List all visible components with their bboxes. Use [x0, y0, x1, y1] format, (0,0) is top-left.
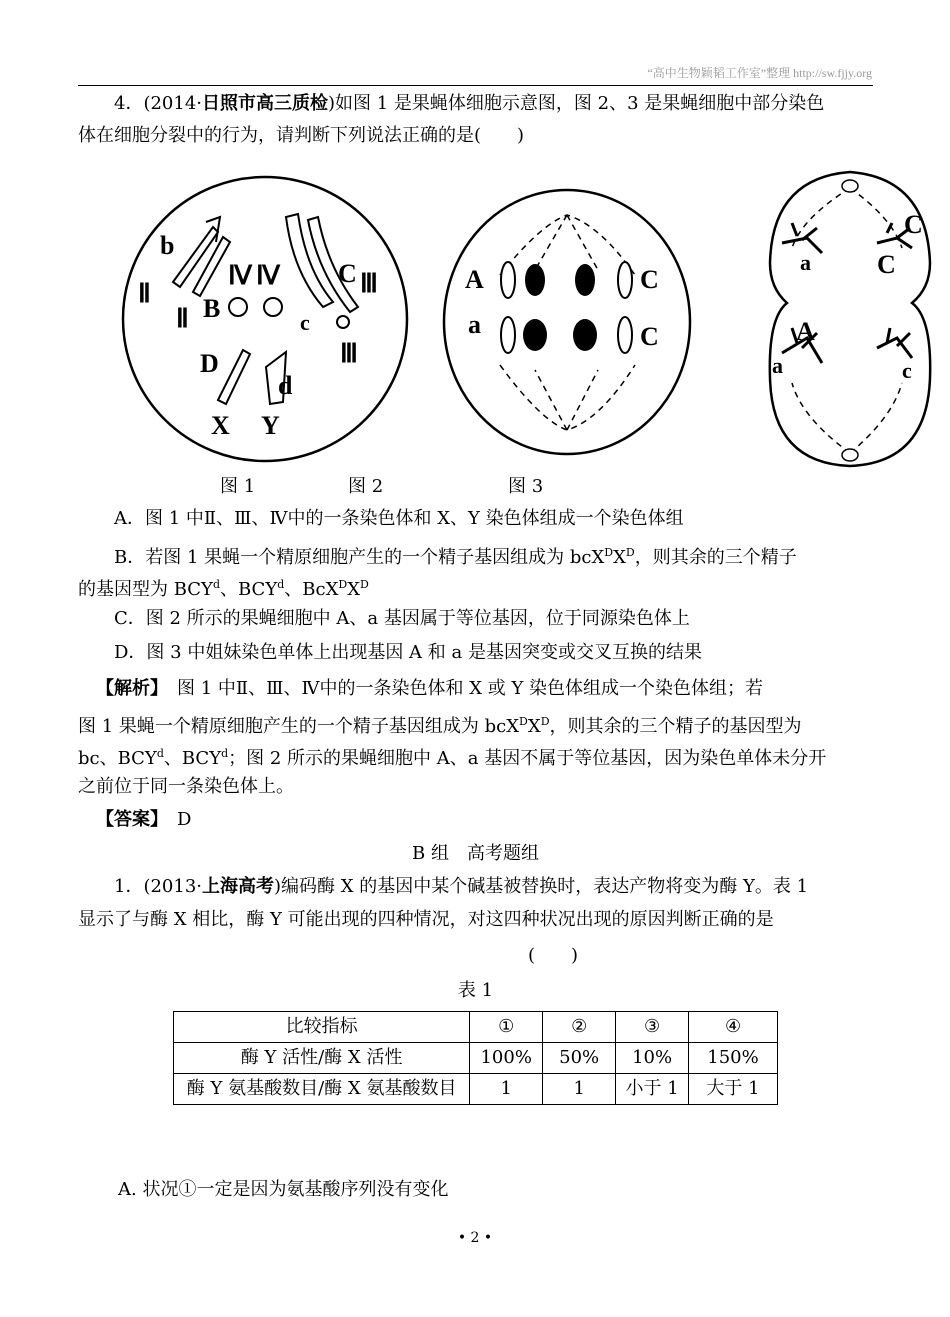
table-cell: 酶 Y 活性/酶 X 活性 — [174, 1043, 470, 1074]
table-cell: 100% — [470, 1043, 543, 1074]
fig1-label: Ⅱ — [176, 304, 189, 333]
fig1-label: C — [338, 259, 357, 288]
fig2-label: A — [465, 265, 484, 294]
q4-option-c: C．图 2 所示的果蝇细胞中 A、a 基因属于等位基因，位于同源染色体上 — [114, 608, 690, 629]
fig1-label: c — [300, 310, 310, 335]
header-watermark: “高中生物颖韬工作室”整理 http://sw.fjjy.org — [647, 66, 872, 80]
fig3-label: a — [772, 353, 783, 378]
table-cell: 酶 Y 氨基酸数目/酶 X 氨基酸数目 — [174, 1074, 470, 1105]
q4-stem: 4．(2014·日照市高三质检)如图 1 是果蝇体细胞示意图，图 2、3 是果蝇细胞中部分染色 — [114, 93, 825, 114]
q1-option-a: A. 状况①一定是因为氨基酸序列没有变化 — [118, 1179, 449, 1200]
fig1-label: b — [160, 231, 175, 260]
q1-stem: 1．(2013·上海高考)编码酶 X 的基因中某个碱基被替换时，表达产物将变为酶 Y。表 1 — [114, 876, 809, 897]
q4-analysis-line3: bc、BCY$^d$、BCY$^d$；图 2 所示的果蝇细胞中 A、a 基因不属于等位基因，因为染色单体未分开 — [78, 747, 827, 769]
table-cell: 小于 1 — [616, 1074, 689, 1105]
figure-caption: 图 2 — [348, 476, 384, 497]
table-cell: 1 — [470, 1074, 543, 1105]
figure-3 — [762, 168, 937, 473]
fig1-label: D — [200, 349, 219, 378]
q4-stem-line2: 体在细胞分裂中的行为，请判断下列说法正确的是( ) — [78, 125, 525, 146]
table-cell: ② — [543, 1012, 616, 1043]
page-number: • 2 • — [457, 1230, 493, 1246]
table-cell: ④ — [689, 1012, 778, 1043]
q4-option-a: A．图 1 中Ⅱ、Ⅲ、Ⅳ中的一条染色体和 X、Y 染色体组成一个染色体组 — [114, 508, 684, 529]
fig1-label: Ⅱ — [138, 279, 151, 308]
table-cell: 50% — [543, 1043, 616, 1074]
q4-analysis-line2: 图 1 果蝇一个精原细胞产生的一个精子基因组成为 $bcX^DX^D$，则其余的三个精子的基因型为 — [78, 715, 802, 737]
table-cell: 大于 1 — [689, 1074, 778, 1105]
fig3-label: C — [904, 210, 923, 239]
fig1-label: Ⅲ — [360, 269, 378, 298]
q4-option-b-line2: 的基因型为 BCY$^d$、BCY$^d$、$BcX^DX^D$ — [78, 578, 369, 600]
table-cell: 1 — [543, 1074, 616, 1105]
q4-analysis-line4: 之前位于同一条染色体上。 — [78, 776, 294, 797]
fig1-label: d — [278, 371, 293, 400]
q4-option-d: D．图 3 中姐妹染色单体上出现基因 A 和 a 是基因突变或交叉互换的结果 — [114, 642, 702, 663]
table-header-row — [174, 1012, 778, 1043]
table-cell: 150% — [689, 1043, 778, 1074]
fig3-label: C — [877, 250, 896, 279]
q4-analysis: 【解析】 图 1 中Ⅱ、Ⅲ、Ⅳ中的一条染色体和 X 或 Y 染色体组成一个染色体组；若 — [96, 678, 764, 699]
table-1 — [173, 1011, 778, 1105]
table-row — [174, 1074, 778, 1105]
section-b-title: B 组 高考题组 — [412, 843, 539, 864]
q4-answer: 【答案】 D — [96, 809, 192, 830]
fig1-label: Ⅳ — [228, 261, 252, 290]
q4-option-b: B．若图 1 果蝇一个精原细胞产生的一个精子基因组成为 $bcX^DX^D$，则其余的三个精子 — [114, 546, 797, 568]
fig3-label: a — [800, 250, 811, 275]
figure-caption: 图 1 — [220, 476, 256, 497]
figure-2 — [440, 185, 695, 460]
fig1-label: X — [211, 411, 230, 440]
fig2-label: C — [640, 265, 659, 294]
fig1-label: Ⅲ — [340, 339, 358, 368]
table-cell: ③ — [616, 1012, 689, 1043]
table-title: 表 1 — [457, 980, 494, 1001]
fig1-label: Ⅳ — [256, 261, 280, 290]
figure-1 — [118, 172, 413, 467]
figure-caption: 图 3 — [508, 476, 544, 497]
fig1-label: B — [203, 294, 221, 323]
fig2-label: a — [468, 310, 481, 339]
table-cell: 比较指标 — [174, 1012, 470, 1043]
fig3-label: A — [796, 317, 815, 346]
table-cell: ① — [470, 1012, 543, 1043]
header-rule — [78, 85, 873, 86]
fig2-label: C — [640, 322, 659, 351]
table-row — [174, 1043, 778, 1074]
q1-answer-blank: ( ) — [528, 945, 579, 966]
q1-stem-line2: 显示了与酶 X 相比，酶 Y 可能出现的四种情况，对这四种状况出现的原因判断正确的是 — [78, 909, 774, 930]
fig1-label: Y — [261, 411, 280, 440]
fig3-label: c — [902, 358, 912, 383]
table-cell: 10% — [616, 1043, 689, 1074]
